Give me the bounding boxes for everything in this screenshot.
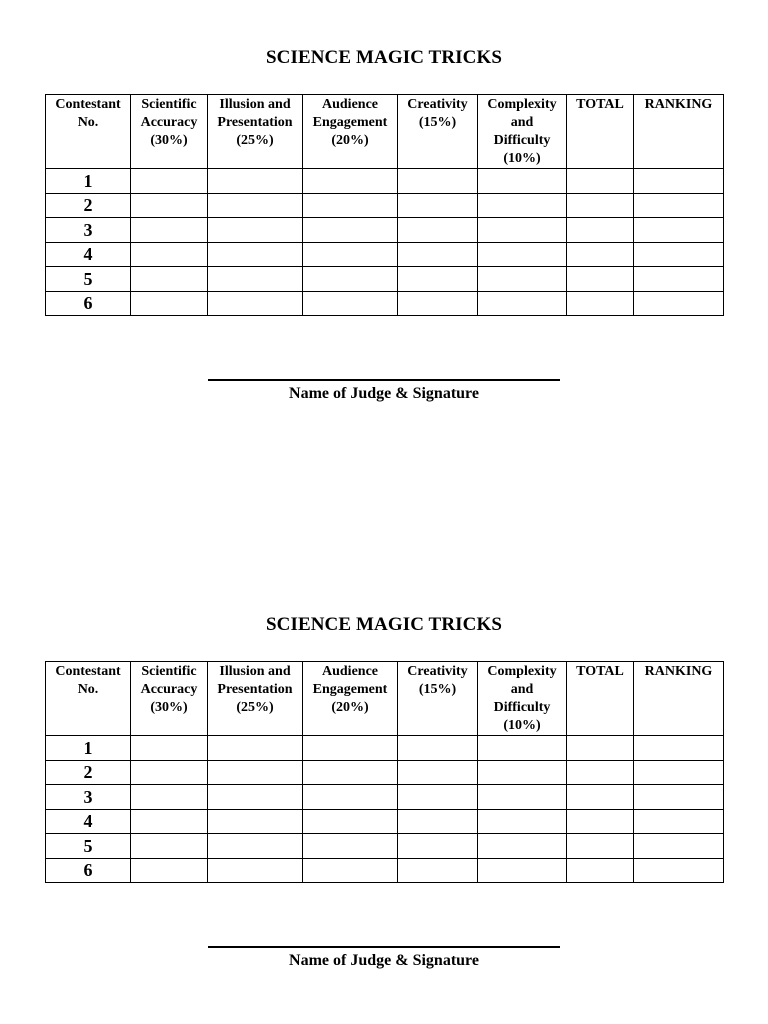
score-cell[interactable] xyxy=(131,858,208,883)
score-cell[interactable] xyxy=(303,760,398,785)
table-row xyxy=(46,736,724,761)
score-cell[interactable] xyxy=(478,169,567,194)
score-cell[interactable] xyxy=(131,834,208,859)
score-cell[interactable] xyxy=(567,785,634,810)
contestant-number: 5 xyxy=(46,834,131,859)
column-header-line: Creativity xyxy=(407,664,468,679)
score-cell[interactable] xyxy=(208,242,303,267)
column-header-line: (20%) xyxy=(331,133,369,148)
column-header xyxy=(208,95,303,169)
score-cell[interactable] xyxy=(567,291,634,316)
contestant-number: 3 xyxy=(46,785,131,810)
score-cell[interactable] xyxy=(398,834,478,859)
score-cell[interactable] xyxy=(567,218,634,243)
score-cell[interactable] xyxy=(208,291,303,316)
column-header-line: Contestant xyxy=(55,97,121,112)
score-cell[interactable] xyxy=(303,809,398,834)
column-header xyxy=(634,95,724,169)
score-cell[interactable] xyxy=(398,785,478,810)
column-header-line: RANKING xyxy=(644,97,713,112)
column-header-line: (30%) xyxy=(150,133,188,148)
score-cell[interactable] xyxy=(303,267,398,292)
contestant-number: 6 xyxy=(46,291,131,316)
score-cell[interactable] xyxy=(634,736,724,761)
column-header-line: and xyxy=(510,682,534,697)
column-header xyxy=(131,95,208,169)
score-cell[interactable] xyxy=(131,169,208,194)
signature-line xyxy=(208,946,560,948)
table-row xyxy=(46,267,724,292)
score-cell[interactable] xyxy=(478,736,567,761)
column-header-line: Complexity xyxy=(487,664,557,679)
score-cell[interactable] xyxy=(567,809,634,834)
score-cell[interactable] xyxy=(398,736,478,761)
signature-line xyxy=(208,379,560,381)
score-cell[interactable] xyxy=(398,193,478,218)
column-header xyxy=(46,662,131,736)
score-cell[interactable] xyxy=(478,193,567,218)
column-header-line: Scientific xyxy=(141,97,197,112)
score-cell[interactable] xyxy=(478,834,567,859)
form-title: SCIENCE MAGIC TRICKS xyxy=(265,614,503,635)
score-cell[interactable] xyxy=(398,291,478,316)
column-header-line: Illusion and xyxy=(219,97,291,112)
score-cell[interactable] xyxy=(131,785,208,810)
score-cell[interactable] xyxy=(303,218,398,243)
score-cell[interactable] xyxy=(398,218,478,243)
score-cell[interactable] xyxy=(398,267,478,292)
column-header-line: Complexity xyxy=(487,97,557,112)
form-title: SCIENCE MAGIC TRICKS xyxy=(265,47,503,68)
column-header-line: Creativity xyxy=(407,97,468,112)
column-header-line: Accuracy xyxy=(140,115,198,130)
column-header-line: (30%) xyxy=(150,700,188,715)
column-header-line: Presentation xyxy=(217,115,293,130)
table-row xyxy=(46,193,724,218)
score-cell[interactable] xyxy=(398,169,478,194)
column-header-line: Audience xyxy=(322,664,378,679)
score-cell[interactable] xyxy=(634,169,724,194)
column-header xyxy=(398,95,478,169)
column-header xyxy=(131,662,208,736)
score-cell[interactable] xyxy=(303,169,398,194)
table-body xyxy=(46,169,724,316)
score-table xyxy=(45,94,724,316)
column-header-line: RANKING xyxy=(644,664,713,679)
column-header-line: and xyxy=(510,115,534,130)
score-cell[interactable] xyxy=(567,242,634,267)
score-cell[interactable] xyxy=(567,736,634,761)
score-cell[interactable] xyxy=(478,291,567,316)
score-cell[interactable] xyxy=(567,267,634,292)
score-cell[interactable] xyxy=(208,785,303,810)
score-cell[interactable] xyxy=(131,809,208,834)
score-cell[interactable] xyxy=(567,169,634,194)
score-cell[interactable] xyxy=(634,193,724,218)
column-header xyxy=(634,662,724,736)
column-header-line: Contestant xyxy=(55,664,121,679)
contestant-number: 1 xyxy=(46,169,131,194)
column-header-line: (20%) xyxy=(331,700,369,715)
column-header-line: No. xyxy=(77,682,99,697)
contestant-number: 3 xyxy=(46,218,131,243)
signature-label: Name of Judge & Signature xyxy=(289,952,479,969)
column-header xyxy=(567,662,634,736)
score-cell[interactable] xyxy=(398,242,478,267)
score-cell[interactable] xyxy=(634,858,724,883)
score-cell[interactable] xyxy=(208,858,303,883)
column-header-line: No. xyxy=(77,115,99,130)
column-header-line: (25%) xyxy=(236,133,274,148)
table-row xyxy=(46,242,724,267)
score-cell[interactable] xyxy=(131,736,208,761)
contestant-number: 2 xyxy=(46,760,131,785)
score-cell[interactable] xyxy=(303,242,398,267)
score-cell[interactable] xyxy=(208,193,303,218)
column-header xyxy=(567,95,634,169)
column-header-line: (10%) xyxy=(503,718,541,733)
table-row xyxy=(46,169,724,194)
score-cell[interactable] xyxy=(303,193,398,218)
contestant-number: 5 xyxy=(46,267,131,292)
score-table xyxy=(45,661,724,883)
column-header xyxy=(208,662,303,736)
score-cell[interactable] xyxy=(567,193,634,218)
score-cell[interactable] xyxy=(208,809,303,834)
table-row xyxy=(46,858,724,883)
score-cell[interactable] xyxy=(634,242,724,267)
contestant-number: 2 xyxy=(46,193,131,218)
score-cell[interactable] xyxy=(303,736,398,761)
column-header-line: (10%) xyxy=(503,151,541,166)
column-header-line: Difficulty xyxy=(493,700,551,715)
score-cell[interactable] xyxy=(303,291,398,316)
score-cell[interactable] xyxy=(208,834,303,859)
table-row xyxy=(46,834,724,859)
column-header-line: (15%) xyxy=(418,115,457,130)
column-header xyxy=(398,662,478,736)
contestant-number: 4 xyxy=(46,242,131,267)
table-row xyxy=(46,760,724,785)
column-header-line: Engagement xyxy=(312,115,388,130)
score-cell[interactable] xyxy=(208,760,303,785)
score-cell[interactable] xyxy=(478,785,567,810)
score-cell[interactable] xyxy=(478,809,567,834)
column-header xyxy=(46,95,131,169)
column-header-line: (25%) xyxy=(236,700,274,715)
score-cell[interactable] xyxy=(478,760,567,785)
score-cell[interactable] xyxy=(208,736,303,761)
column-header-line: TOTAL xyxy=(576,664,624,679)
column-header xyxy=(303,662,398,736)
score-cell[interactable] xyxy=(478,267,567,292)
column-header-line: Engagement xyxy=(312,682,388,697)
score-cell[interactable] xyxy=(567,760,634,785)
score-cell[interactable] xyxy=(131,267,208,292)
score-cell[interactable] xyxy=(208,267,303,292)
table-row xyxy=(46,785,724,810)
contestant-number: 1 xyxy=(46,736,131,761)
score-cell[interactable] xyxy=(567,834,634,859)
score-cell[interactable] xyxy=(634,760,724,785)
score-cell[interactable] xyxy=(131,242,208,267)
signature-label: Name of Judge & Signature xyxy=(289,385,479,402)
score-cell[interactable] xyxy=(131,291,208,316)
score-cell[interactable] xyxy=(634,291,724,316)
score-cell[interactable] xyxy=(634,785,724,810)
table-row xyxy=(46,809,724,834)
column-header xyxy=(303,95,398,169)
score-cell[interactable] xyxy=(303,834,398,859)
column-header-line: (15%) xyxy=(418,682,457,697)
score-cell[interactable] xyxy=(634,809,724,834)
score-cell[interactable] xyxy=(567,858,634,883)
score-cell[interactable] xyxy=(208,169,303,194)
score-cell[interactable] xyxy=(398,760,478,785)
score-cell[interactable] xyxy=(398,809,478,834)
score-cell[interactable] xyxy=(131,760,208,785)
column-header-line: Presentation xyxy=(217,682,293,697)
table-row xyxy=(46,291,724,316)
table-body xyxy=(46,736,724,883)
score-cell[interactable] xyxy=(208,218,303,243)
score-cell[interactable] xyxy=(634,218,724,243)
score-cell[interactable] xyxy=(634,834,724,859)
score-cell[interactable] xyxy=(131,218,208,243)
score-cell[interactable] xyxy=(478,858,567,883)
column-header-line: TOTAL xyxy=(576,97,624,112)
table-row xyxy=(46,218,724,243)
column-header xyxy=(478,95,567,169)
column-header-line: Difficulty xyxy=(493,133,551,148)
contestant-number: 4 xyxy=(46,809,131,834)
score-cell[interactable] xyxy=(478,218,567,243)
column-header xyxy=(478,662,567,736)
score-cell[interactable] xyxy=(398,858,478,883)
score-cell[interactable] xyxy=(478,242,567,267)
column-header-line: Accuracy xyxy=(140,682,198,697)
score-cell[interactable] xyxy=(303,785,398,810)
score-cell[interactable] xyxy=(303,858,398,883)
contestant-number: 6 xyxy=(46,858,131,883)
header-row xyxy=(46,662,724,736)
column-header-line: Illusion and xyxy=(219,664,291,679)
column-header-line: Audience xyxy=(322,97,378,112)
column-header-line: Scientific xyxy=(141,664,197,679)
score-cell[interactable] xyxy=(634,267,724,292)
score-cell[interactable] xyxy=(131,193,208,218)
header-row xyxy=(46,95,724,169)
